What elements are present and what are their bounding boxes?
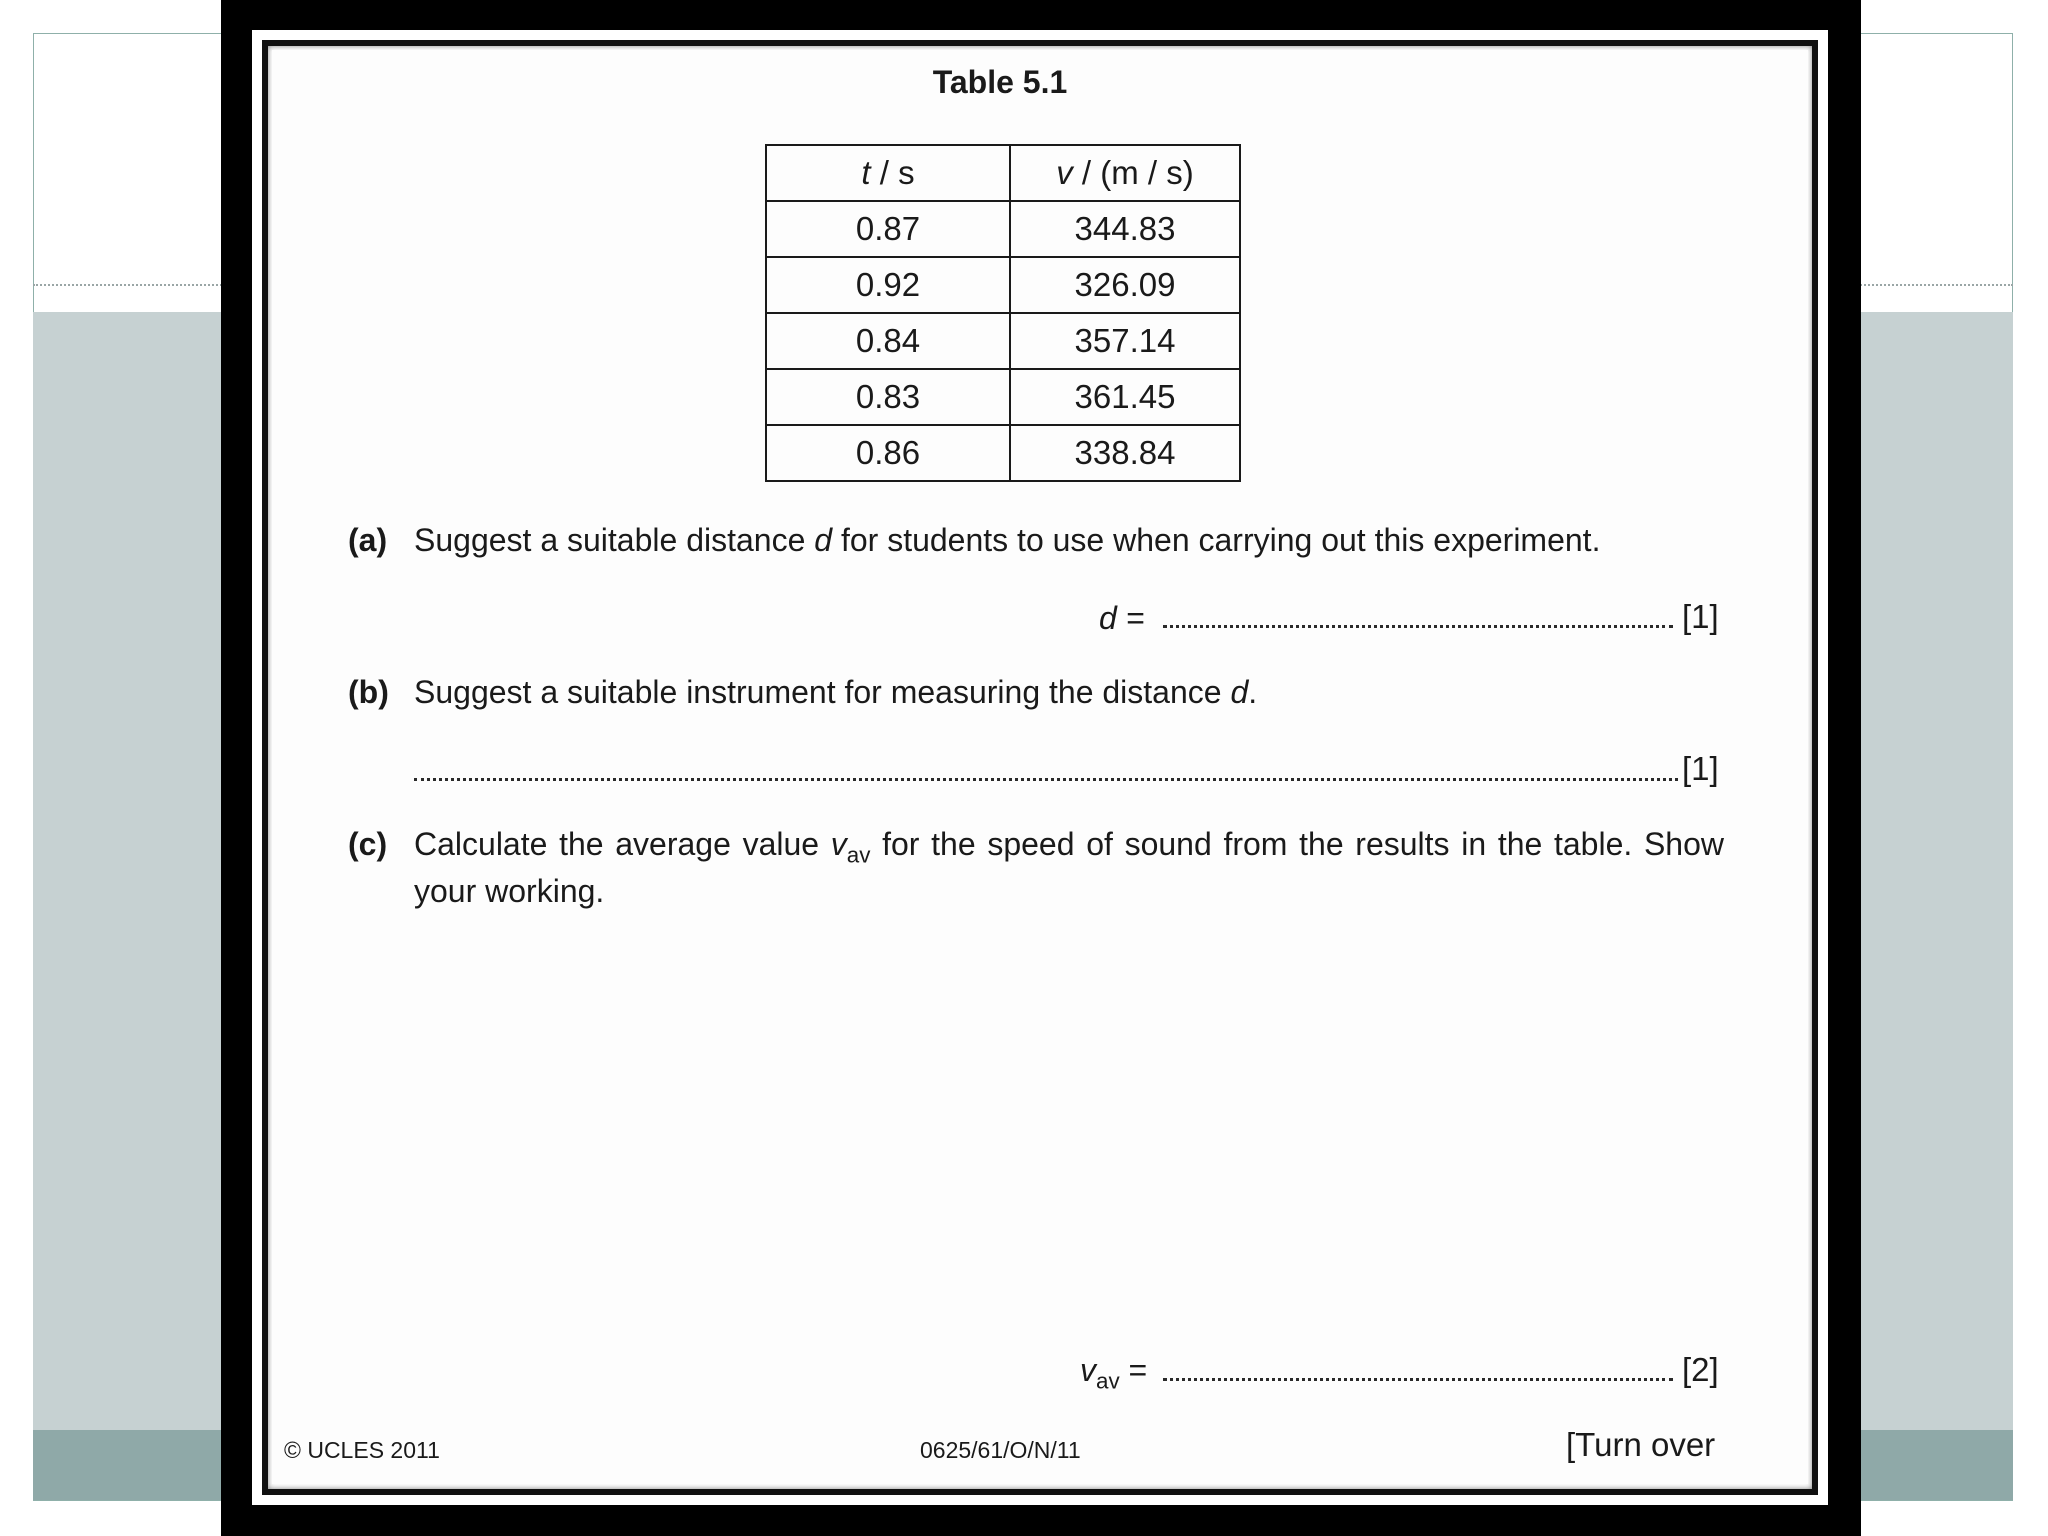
answer-b-line[interactable] bbox=[414, 778, 1678, 781]
table-row bbox=[766, 201, 1240, 257]
cell-time: 0.83 bbox=[766, 369, 1010, 425]
footer-copyright: © UCLES 2011 bbox=[284, 1437, 440, 1463]
question-c-label: (c) bbox=[348, 826, 388, 862]
cell-time: 0.87 bbox=[766, 201, 1010, 257]
answer-b-mark: [1] bbox=[1682, 750, 1719, 787]
question-a-label: (a) bbox=[348, 522, 388, 558]
header-speed: v / (m / s) bbox=[1010, 145, 1240, 201]
exam-page bbox=[272, 50, 1808, 1484]
answer-a-line[interactable] bbox=[1163, 625, 1673, 628]
header-time: t / s bbox=[766, 145, 1010, 201]
question-c-text: Calculate the average value $v_{av}$ for the speed of sound from the results in the table. Show your working. bbox=[414, 826, 1725, 910]
cell-speed: 338.84 bbox=[1010, 425, 1240, 481]
answer-c-mark: [2] bbox=[1682, 1351, 1719, 1388]
cell-speed: 344.83 bbox=[1010, 201, 1240, 257]
cell-speed: 357.14 bbox=[1010, 313, 1240, 369]
table-title: Table 5.1 bbox=[932, 64, 1068, 100]
question-b-label: (b) bbox=[348, 674, 389, 710]
table-row bbox=[766, 257, 1240, 313]
cell-time: 0.86 bbox=[766, 425, 1010, 481]
cell-speed: 361.45 bbox=[1010, 369, 1240, 425]
table-header-row bbox=[766, 145, 1240, 201]
answer-c-label: $v_{av}$ = bbox=[1080, 1352, 1148, 1394]
cell-time: 0.84 bbox=[766, 313, 1010, 369]
answer-a-mark: [1] bbox=[1682, 598, 1719, 635]
question-b-text: Suggest a suitable instrument for measuring the distance d. bbox=[414, 674, 1258, 710]
table-row bbox=[766, 313, 1240, 369]
answer-c-line[interactable] bbox=[1163, 1378, 1673, 1381]
footer-turn-over: [Turn over bbox=[1566, 1426, 1716, 1463]
footer-paper-code: 0625/61/O/N/11 bbox=[920, 1437, 1081, 1463]
results-table bbox=[765, 144, 1241, 482]
cell-time: 0.92 bbox=[766, 257, 1010, 313]
question-a-text: Suggest a suitable distance d for students to use when carrying out this experiment. bbox=[414, 522, 1601, 558]
answer-a-label: d = bbox=[1099, 600, 1145, 636]
table-row bbox=[766, 425, 1240, 481]
table-row bbox=[766, 369, 1240, 425]
cell-speed: 326.09 bbox=[1010, 257, 1240, 313]
